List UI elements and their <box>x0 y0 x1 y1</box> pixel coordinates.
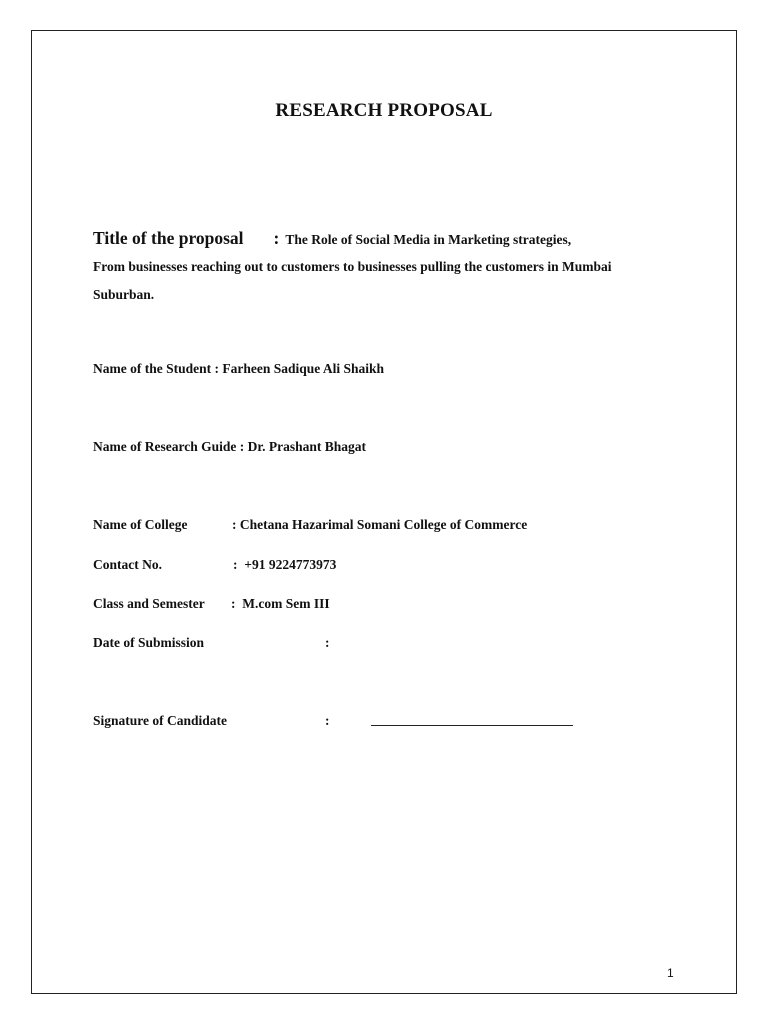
student-name: Name of the Student : Farheen Sadique Ali Shaikh <box>93 361 385 376</box>
proposal-title-line3: Suburban. <box>93 287 155 302</box>
signature-line <box>371 725 573 726</box>
document-heading: RESEARCH PROPOSAL <box>275 100 493 121</box>
signature-label: Signature of Candidate <box>93 713 228 728</box>
proposal-title-line1: The Role of Social Media in Marketing strategies, <box>285 232 572 247</box>
signature-colon: : <box>325 713 330 728</box>
research-guide: Name of Research Guide : Dr. Prashant Bhagat <box>93 439 366 454</box>
class-semester-value: : M.com Sem III <box>231 596 330 611</box>
college-row <box>93 517 527 533</box>
contact-label: Contact No. <box>93 557 162 572</box>
page-number: 1 <box>667 966 674 980</box>
submission-row <box>93 635 330 651</box>
college-label: Name of College <box>93 517 188 532</box>
submission-colon: : <box>325 635 330 650</box>
signature-row <box>93 713 330 729</box>
proposal-title-line2: From businesses reaching out to customers to businesses pulling the customers in Mumbai <box>93 259 612 274</box>
college-value: : Chetana Hazarimal Somani College of Commerce <box>232 517 528 532</box>
class-semester-row <box>93 596 330 612</box>
contact-row <box>93 557 336 573</box>
page-border <box>31 30 737 994</box>
contact-value: : +91 9224773973 <box>233 557 337 572</box>
class-semester-label: Class and Semester <box>93 596 205 611</box>
submission-label: Date of Submission <box>93 635 205 650</box>
proposal-title-row <box>93 228 571 249</box>
proposal-title-colon: : <box>273 228 280 248</box>
proposal-title-label: Title of the proposal <box>93 228 244 248</box>
